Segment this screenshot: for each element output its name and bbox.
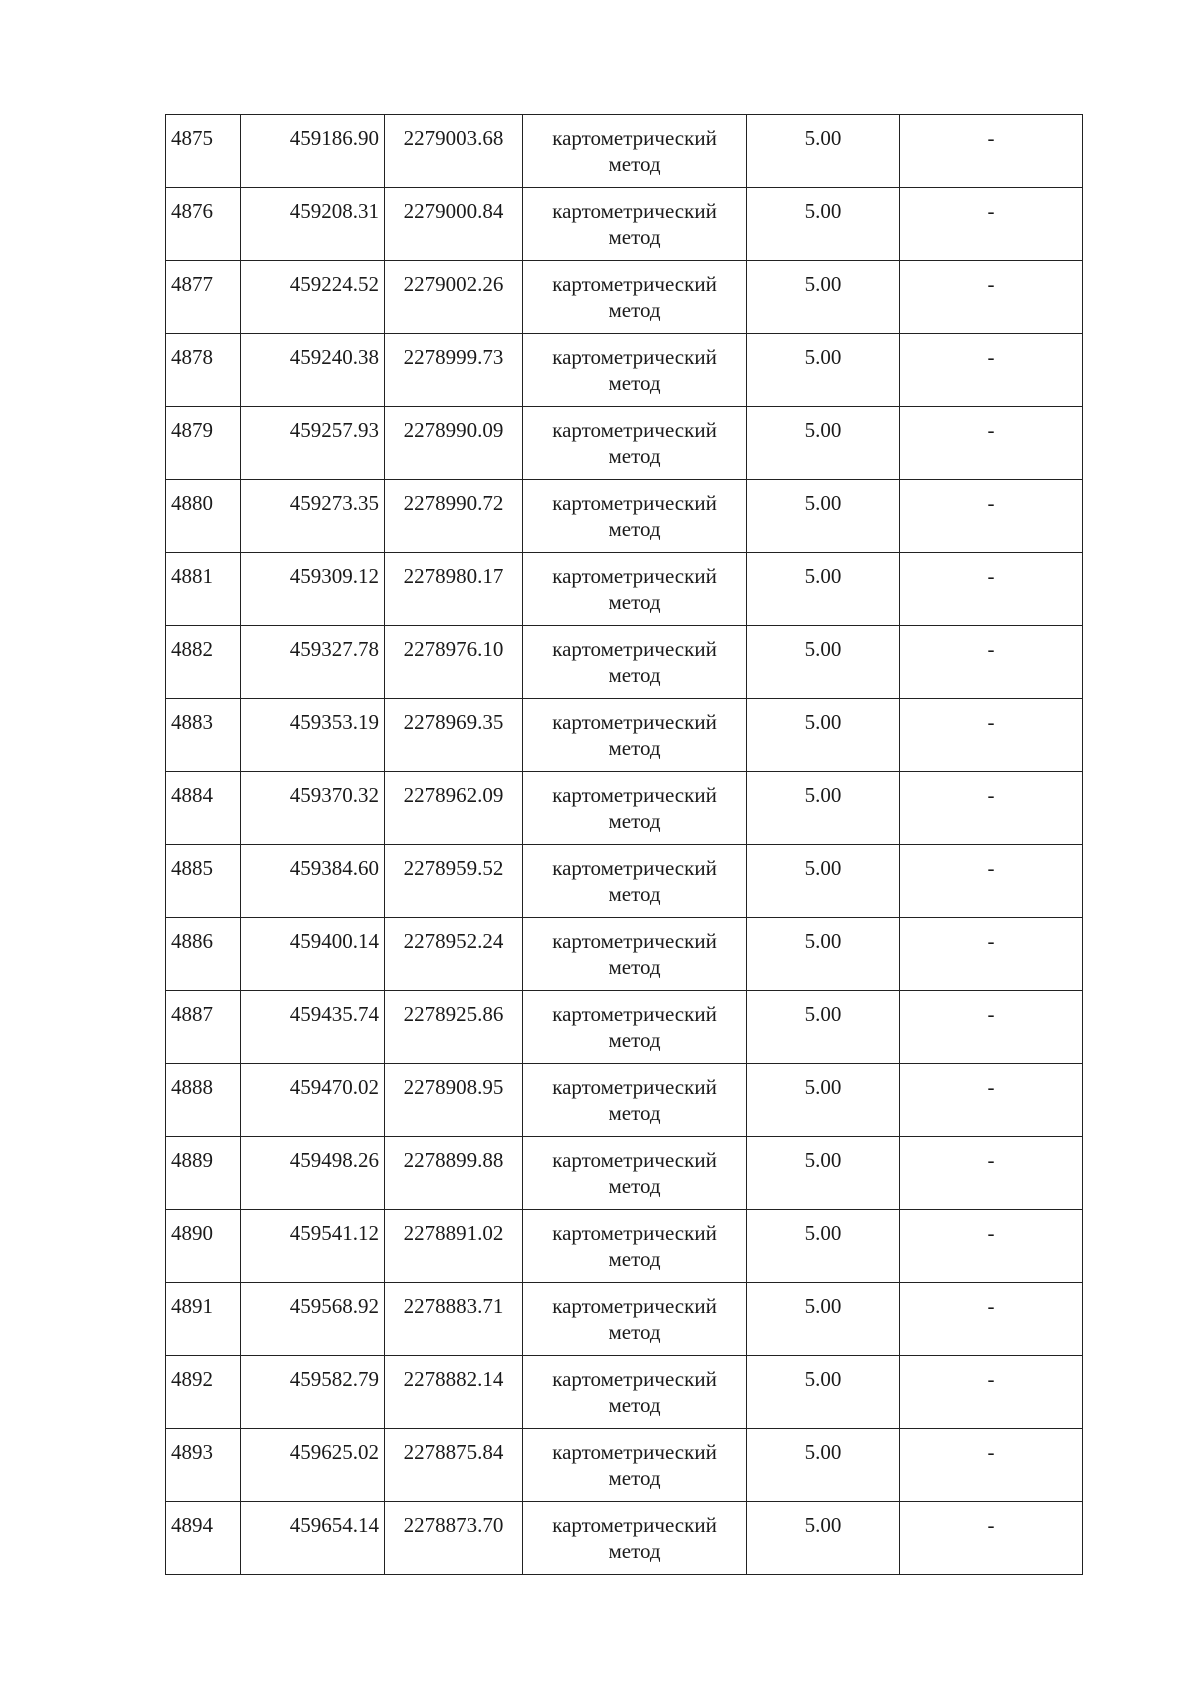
method-line-2: метод	[608, 225, 661, 249]
y-coordinate: 2279000.84	[403, 199, 504, 223]
x-coordinate-cell	[241, 1502, 385, 1575]
extra-value: -	[987, 418, 995, 442]
error-value: 5.00	[804, 856, 842, 880]
method-cell	[523, 1064, 747, 1137]
method-line-2: метод	[608, 663, 661, 687]
x-coordinate: 459353.19	[289, 710, 379, 734]
method-line-1: картометрический	[552, 345, 717, 369]
error-value: 5.00	[804, 1513, 842, 1537]
method-cell	[523, 772, 747, 845]
method-line-2: метод	[608, 517, 661, 541]
y-coordinate-cell	[385, 334, 523, 407]
x-coordinate: 459208.31	[289, 199, 379, 223]
extra-value: -	[987, 1513, 995, 1537]
x-coordinate-cell	[241, 991, 385, 1064]
method-line-2: метод	[608, 371, 661, 395]
y-coordinate-cell	[385, 1064, 523, 1137]
x-coordinate-cell	[241, 1429, 385, 1502]
x-coordinate-cell	[241, 334, 385, 407]
point-number-cell	[166, 1429, 241, 1502]
y-coordinate-cell	[385, 115, 523, 188]
extra-cell	[900, 1356, 1083, 1429]
point-number: 4893	[171, 1440, 213, 1464]
method-cell	[523, 261, 747, 334]
y-coordinate: 2278899.88	[403, 1148, 504, 1172]
x-coordinate-cell	[241, 1356, 385, 1429]
table-row	[166, 188, 1083, 261]
method-cell	[523, 845, 747, 918]
method-line-1: картометрический	[552, 637, 717, 661]
method-line-2: метод	[608, 955, 661, 979]
method-line-1: картометрический	[552, 126, 717, 150]
y-coordinate-cell	[385, 845, 523, 918]
error-cell	[747, 115, 900, 188]
point-number: 4894	[171, 1513, 213, 1537]
point-number: 4882	[171, 637, 213, 661]
y-coordinate: 2278976.10	[403, 637, 504, 661]
extra-value: -	[987, 856, 995, 880]
extra-cell	[900, 334, 1083, 407]
x-coordinate: 459327.78	[289, 637, 379, 661]
point-number: 4885	[171, 856, 213, 880]
y-coordinate-cell	[385, 1210, 523, 1283]
y-coordinate: 2278873.70	[403, 1513, 504, 1537]
method-line-2: метод	[608, 1174, 661, 1198]
error-cell	[747, 699, 900, 772]
table-row	[166, 261, 1083, 334]
method-line-2: метод	[608, 152, 661, 176]
extra-value: -	[987, 126, 995, 150]
x-coordinate: 459400.14	[289, 929, 379, 953]
error-value: 5.00	[804, 199, 842, 223]
error-value: 5.00	[804, 418, 842, 442]
method-line-1: картометрический	[552, 856, 717, 880]
extra-cell	[900, 772, 1083, 845]
method-cell	[523, 1283, 747, 1356]
method-cell	[523, 1356, 747, 1429]
y-coordinate-cell	[385, 626, 523, 699]
method-cell	[523, 188, 747, 261]
error-value: 5.00	[804, 1367, 842, 1391]
x-coordinate-cell	[241, 845, 385, 918]
point-number: 4883	[171, 710, 213, 734]
method-line-1: картометрический	[552, 1513, 717, 1537]
y-coordinate-cell	[385, 480, 523, 553]
method-cell	[523, 115, 747, 188]
table-row	[166, 1356, 1083, 1429]
extra-cell	[900, 480, 1083, 553]
error-value: 5.00	[804, 491, 842, 515]
x-coordinate-cell	[241, 1283, 385, 1356]
x-coordinate: 459582.79	[289, 1367, 379, 1391]
error-cell	[747, 1429, 900, 1502]
point-number-cell	[166, 334, 241, 407]
y-coordinate: 2278883.71	[403, 1294, 504, 1318]
extra-value: -	[987, 929, 995, 953]
y-coordinate-cell	[385, 991, 523, 1064]
point-number-cell	[166, 699, 241, 772]
table-row	[166, 480, 1083, 553]
x-coordinate: 459498.26	[289, 1148, 379, 1172]
error-value: 5.00	[804, 1221, 842, 1245]
extra-value: -	[987, 710, 995, 734]
extra-value: -	[987, 1221, 995, 1245]
method-line-2: метод	[608, 444, 661, 468]
error-value: 5.00	[804, 126, 842, 150]
method-line-2: метод	[608, 809, 661, 833]
extra-cell	[900, 1137, 1083, 1210]
x-coordinate-cell	[241, 115, 385, 188]
x-coordinate: 459186.90	[289, 126, 379, 150]
error-cell	[747, 1210, 900, 1283]
error-value: 5.00	[804, 272, 842, 296]
table-row	[166, 1210, 1083, 1283]
y-coordinate: 2278962.09	[403, 783, 504, 807]
method-cell	[523, 699, 747, 772]
method-line-1: картометрический	[552, 1294, 717, 1318]
extra-cell	[900, 1429, 1083, 1502]
y-coordinate-cell	[385, 553, 523, 626]
point-number: 4876	[171, 199, 213, 223]
error-value: 5.00	[804, 564, 842, 588]
y-coordinate-cell	[385, 188, 523, 261]
extra-value: -	[987, 345, 995, 369]
error-cell	[747, 261, 900, 334]
y-coordinate: 2279003.68	[403, 126, 504, 150]
y-coordinate-cell	[385, 1356, 523, 1429]
point-number: 4879	[171, 418, 213, 442]
method-line-2: метод	[608, 590, 661, 614]
y-coordinate: 2278925.86	[403, 1002, 504, 1026]
extra-cell	[900, 991, 1083, 1064]
y-coordinate: 2278980.17	[403, 564, 504, 588]
table-row	[166, 772, 1083, 845]
error-cell	[747, 188, 900, 261]
point-number-cell	[166, 1210, 241, 1283]
error-cell	[747, 1502, 900, 1575]
y-coordinate-cell	[385, 918, 523, 991]
point-number-cell	[166, 115, 241, 188]
error-cell	[747, 991, 900, 1064]
method-line-2: метод	[608, 1539, 661, 1563]
point-number-cell	[166, 626, 241, 699]
y-coordinate: 2278990.09	[403, 418, 504, 442]
table-row	[166, 626, 1083, 699]
error-cell	[747, 334, 900, 407]
error-cell	[747, 845, 900, 918]
method-line-1: картометрический	[552, 783, 717, 807]
method-line-1: картометрический	[552, 1148, 717, 1172]
extra-cell	[900, 553, 1083, 626]
extra-value: -	[987, 272, 995, 296]
extra-cell	[900, 1283, 1083, 1356]
extra-value: -	[987, 1440, 995, 1464]
method-cell	[523, 918, 747, 991]
error-value: 5.00	[804, 929, 842, 953]
point-number: 4886	[171, 929, 213, 953]
y-coordinate: 2278891.02	[403, 1221, 504, 1245]
method-line-2: метод	[608, 736, 661, 760]
method-line-2: метод	[608, 1393, 661, 1417]
point-number-cell	[166, 1137, 241, 1210]
x-coordinate-cell	[241, 553, 385, 626]
table-row	[166, 845, 1083, 918]
x-coordinate: 459384.60	[289, 856, 379, 880]
point-number-cell	[166, 918, 241, 991]
method-cell	[523, 1502, 747, 1575]
x-coordinate: 459541.12	[289, 1221, 379, 1245]
error-cell	[747, 1283, 900, 1356]
point-number: 4887	[171, 1002, 213, 1026]
x-coordinate: 459240.38	[289, 345, 379, 369]
extra-value: -	[987, 1148, 995, 1172]
point-number-cell	[166, 1064, 241, 1137]
error-value: 5.00	[804, 1075, 842, 1099]
method-cell	[523, 626, 747, 699]
y-coordinate-cell	[385, 1429, 523, 1502]
table-row	[166, 918, 1083, 991]
method-line-2: метод	[608, 1028, 661, 1052]
table-row	[166, 991, 1083, 1064]
x-coordinate-cell	[241, 480, 385, 553]
point-number-cell	[166, 772, 241, 845]
point-number-cell	[166, 1502, 241, 1575]
x-coordinate-cell	[241, 188, 385, 261]
y-coordinate-cell	[385, 407, 523, 480]
error-cell	[747, 480, 900, 553]
y-coordinate-cell	[385, 261, 523, 334]
method-cell	[523, 1429, 747, 1502]
point-number-cell	[166, 188, 241, 261]
x-coordinate: 459257.93	[289, 418, 379, 442]
y-coordinate-cell	[385, 699, 523, 772]
x-coordinate-cell	[241, 1137, 385, 1210]
x-coordinate-cell	[241, 772, 385, 845]
table-row	[166, 699, 1083, 772]
method-line-2: метод	[608, 882, 661, 906]
extra-value: -	[987, 1367, 995, 1391]
y-coordinate: 2278999.73	[403, 345, 504, 369]
error-value: 5.00	[804, 710, 842, 734]
point-number-cell	[166, 480, 241, 553]
method-cell	[523, 407, 747, 480]
x-coordinate-cell	[241, 407, 385, 480]
error-cell	[747, 1137, 900, 1210]
point-number: 4877	[171, 272, 213, 296]
extra-value: -	[987, 199, 995, 223]
y-coordinate-cell	[385, 772, 523, 845]
extra-value: -	[987, 491, 995, 515]
table-row	[166, 1064, 1083, 1137]
point-number: 4891	[171, 1294, 213, 1318]
method-cell	[523, 553, 747, 626]
coordinates-table-body	[166, 115, 1083, 1575]
y-coordinate: 2278969.35	[403, 710, 504, 734]
error-value: 5.00	[804, 783, 842, 807]
x-coordinate: 459625.02	[289, 1440, 379, 1464]
method-line-1: картометрический	[552, 564, 717, 588]
extra-cell	[900, 1064, 1083, 1137]
error-value: 5.00	[804, 1148, 842, 1172]
x-coordinate: 459273.35	[289, 491, 379, 515]
method-cell	[523, 334, 747, 407]
method-line-2: метод	[608, 298, 661, 322]
x-coordinate-cell	[241, 261, 385, 334]
point-number: 4875	[171, 126, 213, 150]
extra-cell	[900, 1502, 1083, 1575]
table-row	[166, 1502, 1083, 1575]
method-line-1: картометрический	[552, 199, 717, 223]
point-number-cell	[166, 991, 241, 1064]
error-cell	[747, 1356, 900, 1429]
y-coordinate-cell	[385, 1137, 523, 1210]
extra-value: -	[987, 1294, 995, 1318]
x-coordinate-cell	[241, 626, 385, 699]
error-cell	[747, 626, 900, 699]
error-value: 5.00	[804, 637, 842, 661]
point-number: 4881	[171, 564, 213, 588]
point-number-cell	[166, 407, 241, 480]
y-coordinate: 2278952.24	[403, 929, 504, 953]
x-coordinate: 459654.14	[289, 1513, 379, 1537]
method-line-2: метод	[608, 1320, 661, 1344]
extra-cell	[900, 115, 1083, 188]
error-value: 5.00	[804, 1002, 842, 1026]
point-number: 4889	[171, 1148, 213, 1172]
method-line-1: картометрический	[552, 1075, 717, 1099]
extra-value: -	[987, 1002, 995, 1026]
method-line-2: метод	[608, 1466, 661, 1490]
extra-value: -	[987, 637, 995, 661]
point-number-cell	[166, 553, 241, 626]
table-row	[166, 1429, 1083, 1502]
extra-cell	[900, 1210, 1083, 1283]
error-cell	[747, 1064, 900, 1137]
method-line-1: картометрический	[552, 1367, 717, 1391]
method-line-1: картометрический	[552, 1002, 717, 1026]
x-coordinate: 459435.74	[289, 1002, 379, 1026]
method-cell	[523, 991, 747, 1064]
point-number: 4878	[171, 345, 213, 369]
x-coordinate: 459568.92	[289, 1294, 379, 1318]
x-coordinate: 459309.12	[289, 564, 379, 588]
extra-cell	[900, 407, 1083, 480]
extra-cell	[900, 699, 1083, 772]
error-cell	[747, 918, 900, 991]
method-cell	[523, 1137, 747, 1210]
x-coordinate: 459370.32	[289, 783, 379, 807]
table-row	[166, 334, 1083, 407]
table-row	[166, 407, 1083, 480]
y-coordinate: 2278959.52	[403, 856, 504, 880]
method-cell	[523, 480, 747, 553]
method-line-1: картометрический	[552, 710, 717, 734]
y-coordinate: 2278882.14	[403, 1367, 504, 1391]
y-coordinate-cell	[385, 1502, 523, 1575]
method-line-2: метод	[608, 1101, 661, 1125]
extra-cell	[900, 626, 1083, 699]
x-coordinate-cell	[241, 1064, 385, 1137]
point-number: 4892	[171, 1367, 213, 1391]
extra-value: -	[987, 564, 995, 588]
table-row	[166, 115, 1083, 188]
y-coordinate-cell	[385, 1283, 523, 1356]
method-line-1: картометрический	[552, 418, 717, 442]
table-row	[166, 553, 1083, 626]
error-cell	[747, 553, 900, 626]
coordinates-table	[165, 114, 1083, 1575]
point-number-cell	[166, 1283, 241, 1356]
method-line-1: картометрический	[552, 491, 717, 515]
point-number: 4890	[171, 1221, 213, 1245]
x-coordinate-cell	[241, 699, 385, 772]
y-coordinate: 2278908.95	[403, 1075, 504, 1099]
table-row	[166, 1283, 1083, 1356]
method-line-2: метод	[608, 1247, 661, 1271]
point-number-cell	[166, 261, 241, 334]
x-coordinate-cell	[241, 918, 385, 991]
error-cell	[747, 407, 900, 480]
point-number: 4884	[171, 783, 213, 807]
extra-cell	[900, 918, 1083, 991]
method-line-1: картометрический	[552, 1221, 717, 1245]
extra-cell	[900, 188, 1083, 261]
error-value: 5.00	[804, 345, 842, 369]
error-cell	[747, 772, 900, 845]
point-number-cell	[166, 845, 241, 918]
y-coordinate: 2279002.26	[403, 272, 504, 296]
extra-value: -	[987, 783, 995, 807]
method-line-1: картометрический	[552, 929, 717, 953]
method-line-1: картометрический	[552, 1440, 717, 1464]
point-number: 4888	[171, 1075, 213, 1099]
extra-value: -	[987, 1075, 995, 1099]
x-coordinate: 459224.52	[289, 272, 379, 296]
point-number-cell	[166, 1356, 241, 1429]
y-coordinate: 2278875.84	[403, 1440, 504, 1464]
x-coordinate: 459470.02	[289, 1075, 379, 1099]
x-coordinate-cell	[241, 1210, 385, 1283]
point-number: 4880	[171, 491, 213, 515]
table-row	[166, 1137, 1083, 1210]
method-line-1: картометрический	[552, 272, 717, 296]
error-value: 5.00	[804, 1294, 842, 1318]
y-coordinate: 2278990.72	[403, 491, 504, 515]
method-cell	[523, 1210, 747, 1283]
extra-cell	[900, 845, 1083, 918]
error-value: 5.00	[804, 1440, 842, 1464]
extra-cell	[900, 261, 1083, 334]
